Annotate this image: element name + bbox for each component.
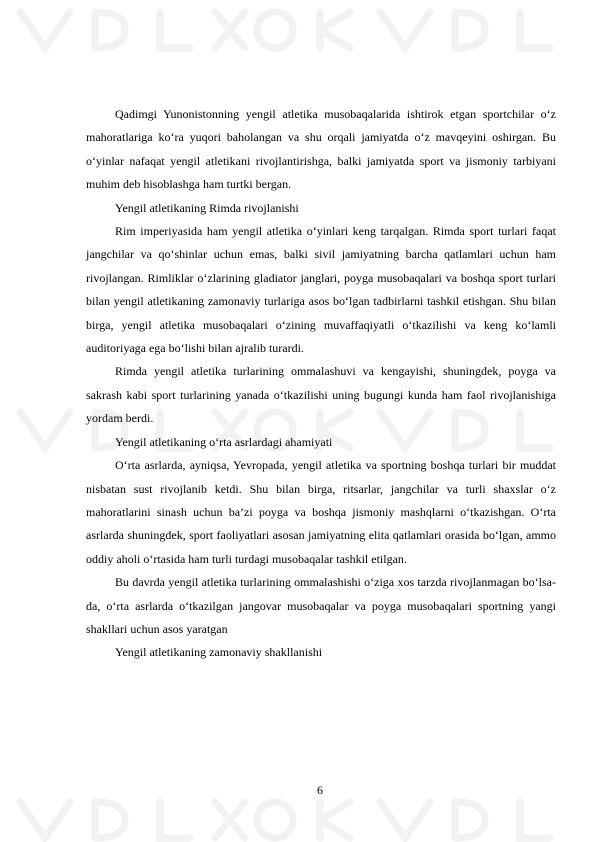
paragraph-roman-empire: Rim imperiyasida ham yengil atletika o‘yinlari keng tarqalgan. Rimda sport turlari faqat jangchilar va qo‘shinlar uchun emas, balki sivil jamiyatning barcha qatlamlari uchun ham rivojlangan. Rimliklar o‘zlarining gladiator janglari, poyga musobaqalari va boshqa sport turlari bilan yengil atletikaning zamonaviy turlariga asos bo‘lgan tadbirlarni tashkil etishgan. Shu bilan birga, yengil atletika musobaqalari o‘zining muvaffaqiyatli o‘tkazilishi va keng ko‘lamli auditoriyaga ega bo‘lishi bilan ajralib turardi. [86, 224, 556, 356]
paragraph-roman-popularization: Rimda yengil atletika turlarining ommalashuvi va kengayishi, shuningdek, poyga va sakrash kabi sport turlarining yanada o‘tkazilishi uning bugungi kunda ham faol rivojlanishiga yordam berdi. [86, 364, 556, 426]
section-heading-modern: Yengil atletikaning zamonaviy shakllanishi [115, 645, 323, 660]
paragraph-greek-athletes: Qadimgi Yunonistonning yengil atletika musobaqalarida ishtirok etgan sportchilar o‘z mahoratlariga ko‘ra yuqori baholangan va shu orqali jamiyatda o‘z mavqeyini oshirgan. Bu o‘yinlar nafaqat yengil atletikani rivojlantirishga, balki jamiyatda sport va jismoniy tarbiyani muhim deb hisoblashga ham turtki bergan. [86, 107, 556, 192]
watermark-glyph-row-3 [20, 802, 550, 838]
document-body [86, 103, 556, 665]
section-heading-rome: Yengil atletikaning Rimda rivojlanishi [115, 200, 299, 215]
page-number: 6 [317, 783, 323, 797]
paragraph-middle-ages-europe: O‘rta asrlarda, ayniqsa, Yevropada, yengil atletika va sportning boshqa turlari bir muddat nisbatan sust rivojlanib ketdi. Shu bilan birga, ritsarlar, jangchilar va turli shaxslar o‘z mahoratlarini sinash uchun ba’zi poyga va boshqa jismoniy mashqlarni o‘tkazishgan. O‘rta asrlarda shuningdek, sport faoliyatlari asosan jamiyatning elita qatlamlari orasida bo‘lgan, ammo oddiy aholi o‘rtasida ham turli turdagi musobaqalar tashkil etilgan. [86, 458, 556, 566]
section-heading-middle-ages: Yengil atletikaning o‘rta asrlardagi ahamiyati [115, 434, 333, 449]
paragraph-middle-ages-foundation: Bu davrda yengil atletika turlarining ommalashishi o‘ziga xos tarzda rivojlanmagan bo‘lsa-da, o‘rta asrlarda o‘tkazilgan jangovar musobaqalar va poyga musobaqalari sportning yangi shakllari uchun asos yaratgan [86, 575, 556, 636]
watermark-glyph-row-1 [20, 12, 550, 48]
